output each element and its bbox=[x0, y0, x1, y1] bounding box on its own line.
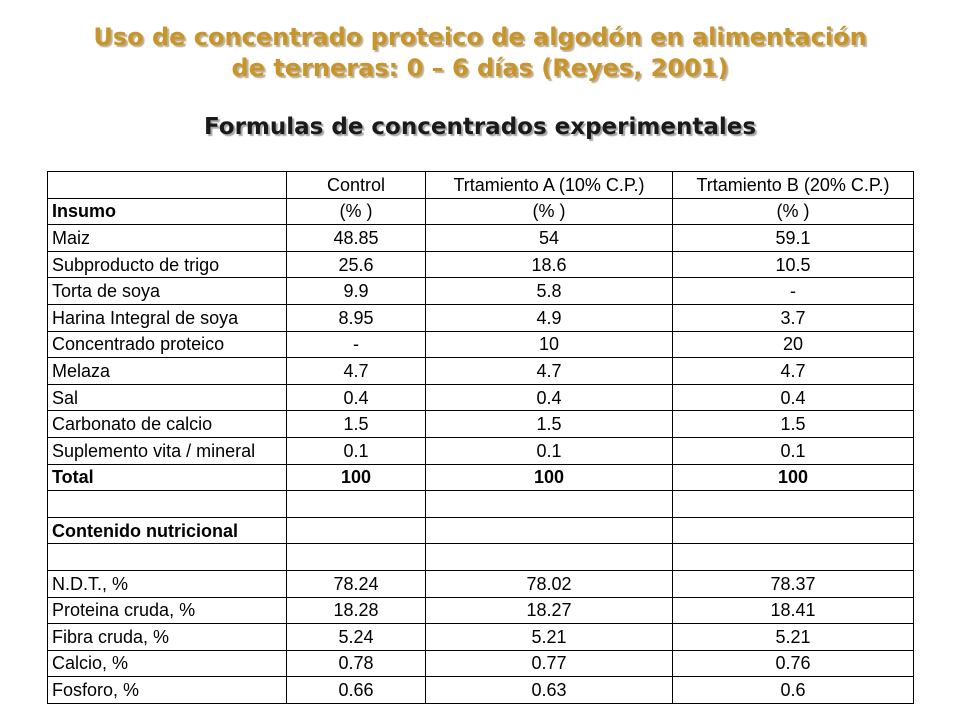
nutrition-row bbox=[48, 677, 914, 704]
total-trat-b: 100 bbox=[673, 464, 914, 491]
nutrition-row-label: Fibra cruda, % bbox=[48, 624, 287, 651]
section-cell bbox=[426, 517, 673, 544]
ingredient-row-control: 25.6 bbox=[287, 251, 426, 278]
ingredient-row-trat-a: 4.7 bbox=[426, 358, 673, 385]
ingredient-row-control: 9.9 bbox=[287, 278, 426, 305]
ingredient-row bbox=[48, 437, 914, 464]
ingredient-row bbox=[48, 251, 914, 278]
spacer-cell bbox=[287, 544, 426, 571]
nutrition-row-trat-a: 5.21 bbox=[426, 624, 673, 651]
nutrition-row-trat-b: 78.37 bbox=[673, 570, 914, 597]
ingredient-row bbox=[48, 304, 914, 331]
ingredient-row-trat-b: 10.5 bbox=[673, 251, 914, 278]
nutrition-row-trat-a: 0.77 bbox=[426, 650, 673, 677]
nutrition-row-label: Fosforo, % bbox=[48, 677, 287, 704]
nutrition-row bbox=[48, 570, 914, 597]
section-cell bbox=[673, 517, 914, 544]
ingredient-row-label: Maiz bbox=[48, 225, 287, 252]
nutrition-row-trat-b: 0.6 bbox=[673, 677, 914, 704]
ingredient-row-trat-b: - bbox=[673, 278, 914, 305]
unit-trat-a: (% ) bbox=[426, 198, 673, 225]
formula-table bbox=[47, 171, 914, 704]
ingredient-row-trat-b: 4.7 bbox=[673, 358, 914, 385]
slide-title-line-1: Uso de concentrado proteico de algodón en alimentación bbox=[93, 23, 867, 51]
spacer-cell bbox=[287, 491, 426, 518]
nutrition-row-control: 0.78 bbox=[287, 650, 426, 677]
nutrition-row-label: N.D.T., % bbox=[48, 570, 287, 597]
ingredient-row bbox=[48, 411, 914, 438]
nutrition-row-trat-b: 0.76 bbox=[673, 650, 914, 677]
nutrition-row-control: 5.24 bbox=[287, 624, 426, 651]
ingredient-row-control: 48.85 bbox=[287, 225, 426, 252]
nutrition-row-trat-a: 78.02 bbox=[426, 570, 673, 597]
ingredient-row-trat-a: 54 bbox=[426, 225, 673, 252]
nutrition-row-label: Proteina cruda, % bbox=[48, 597, 287, 624]
ingredient-row-trat-b: 59.1 bbox=[673, 225, 914, 252]
unit-trat-b: (% ) bbox=[673, 198, 914, 225]
nutrition-row bbox=[48, 624, 914, 651]
ingredient-row bbox=[48, 331, 914, 358]
header-trat-b: Trtamiento B (20% C.P.) bbox=[673, 172, 914, 199]
spacer-row bbox=[48, 544, 914, 571]
ingredient-row-trat-b: 0.1 bbox=[673, 437, 914, 464]
total-control: 100 bbox=[287, 464, 426, 491]
ingredient-row-control: 1.5 bbox=[287, 411, 426, 438]
ingredient-row-trat-a: 5.8 bbox=[426, 278, 673, 305]
nutrition-row-control: 78.24 bbox=[287, 570, 426, 597]
ingredient-row-trat-b: 20 bbox=[673, 331, 914, 358]
nutrition-row-trat-b: 5.21 bbox=[673, 624, 914, 651]
nutrition-rows bbox=[48, 570, 914, 703]
header-trat-a: Trtamiento A (10% C.P.) bbox=[426, 172, 673, 199]
nutrition-row-trat-b: 18.41 bbox=[673, 597, 914, 624]
unit-control: (% ) bbox=[287, 198, 426, 225]
ingredient-row-trat-a: 0.4 bbox=[426, 384, 673, 411]
ingredient-row-trat-b: 0.4 bbox=[673, 384, 914, 411]
nutrition-row-label: Calcio, % bbox=[48, 650, 287, 677]
ingredient-row-trat-a: 10 bbox=[426, 331, 673, 358]
ingredient-row-label: Melaza bbox=[48, 358, 287, 385]
nutrition-row bbox=[48, 597, 914, 624]
ingredient-row-label: Sal bbox=[48, 384, 287, 411]
ingredient-row-label: Suplemento vita / mineral bbox=[48, 437, 287, 464]
section-label: Contenido nutricional bbox=[48, 517, 287, 544]
ingredient-row-label: Torta de soya bbox=[48, 278, 287, 305]
total-label: Total bbox=[48, 464, 287, 491]
slide-title-line-2: de terneras: 0 – 6 días (Reyes, 2001) bbox=[231, 54, 729, 82]
spacer-cell bbox=[673, 491, 914, 518]
unit-row bbox=[48, 198, 914, 225]
ingredient-row-trat-a: 0.1 bbox=[426, 437, 673, 464]
ingredient-row-control: - bbox=[287, 331, 426, 358]
header-blank bbox=[48, 172, 287, 199]
spacer-cell bbox=[48, 544, 287, 571]
nutrition-row bbox=[48, 650, 914, 677]
ingredient-row bbox=[48, 358, 914, 385]
nutrition-row-trat-a: 0.63 bbox=[426, 677, 673, 704]
ingredient-row-trat-a: 1.5 bbox=[426, 411, 673, 438]
ingredient-row-label: Concentrado proteico bbox=[48, 331, 287, 358]
total-trat-a: 100 bbox=[426, 464, 673, 491]
ingredient-row-control: 4.7 bbox=[287, 358, 426, 385]
spacer-cell bbox=[673, 544, 914, 571]
ingredient-row-label: Carbonato de calcio bbox=[48, 411, 287, 438]
ingredient-row-trat-a: 4.9 bbox=[426, 304, 673, 331]
ingredient-row bbox=[48, 278, 914, 305]
header-control: Control bbox=[287, 172, 426, 199]
ingredient-row-label: Subproducto de trigo bbox=[48, 251, 287, 278]
spacer-cell bbox=[48, 491, 287, 518]
nutrition-row-control: 18.28 bbox=[287, 597, 426, 624]
ingredient-row bbox=[48, 225, 914, 252]
unit-label: Insumo bbox=[48, 198, 287, 225]
ingredient-row-trat-b: 3.7 bbox=[673, 304, 914, 331]
spacer-cell bbox=[426, 544, 673, 571]
section-cell bbox=[287, 517, 426, 544]
spacer-row bbox=[48, 491, 914, 518]
nutrition-row-control: 0.66 bbox=[287, 677, 426, 704]
section-row bbox=[48, 517, 914, 544]
ingredient-row-control: 0.1 bbox=[287, 437, 426, 464]
ingredient-row-control: 0.4 bbox=[287, 384, 426, 411]
ingredient-row-trat-b: 1.5 bbox=[673, 411, 914, 438]
ingredient-row-trat-a: 18.6 bbox=[426, 251, 673, 278]
nutrition-row-trat-a: 18.27 bbox=[426, 597, 673, 624]
ingredient-row-control: 8.95 bbox=[287, 304, 426, 331]
slide-subtitle: Formulas de concentrados experimentales bbox=[203, 114, 757, 140]
ingredient-row-label: Harina Integral de soya bbox=[48, 304, 287, 331]
spacer-cell bbox=[426, 491, 673, 518]
header-row bbox=[48, 172, 914, 199]
total-row bbox=[48, 464, 914, 491]
ingredient-rows bbox=[48, 225, 914, 464]
ingredient-row bbox=[48, 384, 914, 411]
